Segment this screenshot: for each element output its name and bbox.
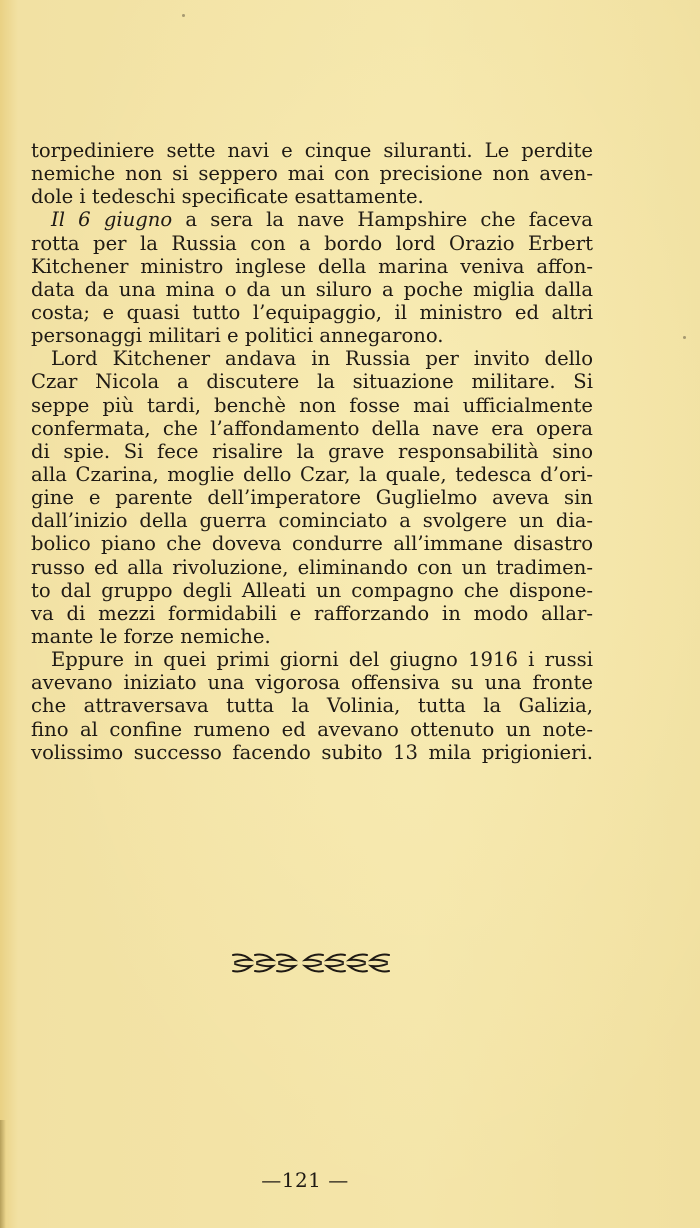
text-line: personaggi militari e politici annegarono. <box>31 324 444 348</box>
text-line: Kitchener ministro inglese della marina veniva affon- <box>31 254 593 278</box>
text-line: avevano iniziato una vigorosa offensiva su una fronte <box>31 671 593 695</box>
text-line <box>31 208 593 231</box>
paper-speck <box>182 14 185 17</box>
text-line: volissimo successo facendo subito 13 mila prigionieri. <box>31 740 593 764</box>
text-line: gine e parente dell’imperatore Guglielmo aveva sin <box>31 486 593 510</box>
text-line: russo ed alla rivoluzione, eliminando con un tradimen- <box>31 555 593 579</box>
text-line: di spie. Si fece risalire la grave responsabilità sino <box>31 439 593 463</box>
body-text <box>31 139 593 764</box>
text-line: che attraversava tutta la Volinia, tutta la Galizia, <box>31 694 593 718</box>
text-line: rotta per la Russia con a bordo lord Orazio Erbert <box>31 231 593 255</box>
text-line: dall’inizio della guerra cominciato a svolgere un dia- <box>31 509 593 533</box>
text-line: costa; e quasi tutto l’equipaggio, il ministro ed altri <box>31 300 593 324</box>
italic-date: Il 6 giugno <box>51 208 173 232</box>
text-line: data da una mina o da un siluro a poche miglia dalla <box>31 277 593 301</box>
text-line: va di mezzi formidabili e rafforzando in modo allar- <box>31 601 593 625</box>
text-run: a sera la nave Hampshire che faceva <box>172 208 593 232</box>
text-line: dole i tedeschi specificate esattamente. <box>31 185 424 209</box>
text-line: Eppure in quei primi giorni del giugno 1916 i russi <box>51 648 593 672</box>
text-line: confermata, che l’affondamento della nave era opera <box>31 416 593 440</box>
text-line: Lord Kitchener andava in Russia per invito dello <box>51 347 593 371</box>
text-line: bolico piano che doveva condurre all’immane disastro <box>31 532 593 556</box>
text-line: seppe più tardi, benchè non fosse mai ufficialmente <box>31 393 593 417</box>
decorative-ornament <box>229 950 393 976</box>
text-line: alla Czarina, moglie dello Czar, la quale, tedesca d’ori- <box>31 462 593 486</box>
text-line: nemiche non si seppero mai con precisione non aven- <box>31 162 593 186</box>
page-number: —121 — <box>261 1168 349 1192</box>
text-line: torpediniere sette navi e cinque siluranti. Le perdite <box>31 139 593 162</box>
text-line: mante le forze nemiche. <box>31 624 271 648</box>
paper-speck <box>683 336 686 339</box>
text-line: fino al confine rumeno ed avevano ottenuto un note- <box>31 717 593 741</box>
text-line: Czar Nicola a discutere la situazione militare. Si <box>31 370 593 394</box>
text-line: to dal gruppo degli Alleati un compagno che dispone- <box>31 578 593 602</box>
